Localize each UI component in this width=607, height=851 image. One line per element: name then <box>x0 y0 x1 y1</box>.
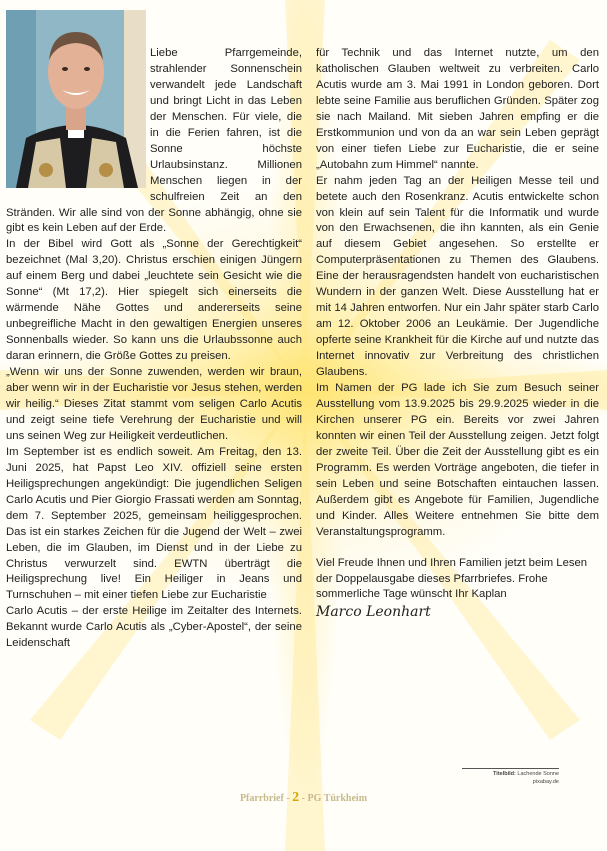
credit-label: Titelbild: <box>493 771 516 777</box>
body-paragraph: In der Bibel wird Gott als „Sonne der Gerechtigkeit“ bezeichnet (Mal 3,20). Christus erschien einigen Jüngern auf einem Berg und dabei „leuchtete sein Gesicht wie die Sonne“ (Mt 17,2). Hier spiegelt sich einerseits die wärmende Nähe Gottes und andererseits seine unbegreifliche Macht in den gewaltigen Energien unseres Sonnenballs wieder. So kann uns die Urlaubssonne auch daran erinnern, die Größe Gottes zu preisen. <box>6 238 302 363</box>
page-number: 2 <box>292 790 300 805</box>
photo-float-spacer <box>6 46 150 196</box>
body-paragraph: Im September ist es endlich soweit. Am Freitag, den 13. Juni 2025, hat Papst Leo XIV. offiziell seine ersten Heiligsprechungen angekündigt: Die jugendlichen Seligen Carlo Acutis und Pier Giorgio Frassati werden am Sonntag, dem 7. September 2025, gemeinsam heiliggesprochen. Das ist ein starkes Zeichen für die Jugend der Welt – zwei Leben, die im Glauben, im Dienst und in der Liebe zu Christus verwurzelt sind. EWTN überträgt die Heiligsprechung live! Ein Heiliger in Jeans und Turnschuhen – mit einer tiefen Liebe zur Eucharistie <box>6 445 302 602</box>
page-footer <box>0 790 607 806</box>
credit-text: Lachende Sonne <box>517 771 559 777</box>
body-paragraph: Carlo Acutis – der erste Heilige im Zeitalter des Internets. Bekannt wurde Carlo Acutis als „Cyber-Apostel“, der seine Leidenschaft <box>6 605 302 650</box>
body-paragraph: „Wenn wir uns der Sonne zuwenden, werden wir braun, aber wenn wir in der Eucharistie vor Jesus stehen, werden wir heilig.“ Dieses Zitat stammt vom seligen Carlo Acutis und zeigt seine tiefe Verehrung der Eucharistie und will uns seinen Weg zur Heiligkeit verdeutlichen. <box>6 366 302 442</box>
credit-source: pixabay.de <box>532 779 559 785</box>
right-text-column <box>316 46 599 621</box>
footer-left: Pfarrbrief - <box>239 793 293 804</box>
signature: Marco Leonhart <box>316 604 431 621</box>
body-paragraph: Er nahm jeden Tag an der Heiligen Messe teil und betete auch den Rosenkranz. Acutis entwickelte schon von klein auf sein Talent für die Informatik und wurde von den Erwachsenen, die ihn kannten, als ein Genie auf diesem Gebiet angesehen. So erstellte er Computerpräsentationen zu Themen des Glaubens. Eine der herausragendsten handelt von eucharistischen Wundern in der ganzen Welt. Diese Ausstellung hat er mit 14 Jahren entworfen. Nur ein Jahr später starb Carlo am 12. Oktober 2006 an Leukämie. Der Jugendliche opferte seine Krankheit für die Kirche auf und nutzte das Internet innovativ zur Verbreitung des christlichen Glaubens. <box>316 174 599 379</box>
left-text-column <box>6 46 302 652</box>
image-credit <box>462 768 559 786</box>
body-paragraph: für Technik und das Internet nutzte, um den katholischen Glauben weltweit zu verbreiten. Carlo Acutis wurde am 3. Mai 1991 in London geboren. Dort lebte seine Familie aus beruflichen Gründen. Später zog sie nach Mailand. Mit sieben Jahren empfing er die Erstkommunion und von da an war sein Leben geprägt von einer tiefen Liebe zur Eucharistie, die er seine „Autobahn zum Himmel“ nannte. <box>316 47 599 171</box>
intro-paragraph: Liebe Pfarrgemeinde, strahlender Sonnenschein verwandelt jede Landschaft und bringt Licht in das Leben der Menschen. Für viele, die in die Ferien fahren, ist die Sonne höchste Urlaubsinstanz. Millionen Menschen liegen in der schulfreien Zeit an den Stränden. Wir alle sind von der Sonne abhängig, ohne sie gibt es kein Leben auf der Erde. <box>6 47 302 235</box>
body-paragraph: Im Namen der PG lade ich Sie zum Besuch seiner Ausstellung vom 13.9.2025 bis 29.9.2025 wieder in die Kirchen unserer PG ein. Bereits vor zwei Jahren konnten wir einen Teil der Ausstellung zeigen. Jetzt folgt der zweite Teil. Über die Zeit der Ausstellung gibt es ein Programm. Es werden Vorträge angeboten, die tiefer in sein Leben und seine Botschaften eintauchen lassen. Außerdem gibt es Angebote für Familien, Jugendliche und Kinder. Alles Weitere entnehmen Sie bitte dem Veranstaltungsprogramm. <box>316 382 599 538</box>
closing-paragraph: Viel Freude Ihnen und Ihren Familien jetzt beim Lesen der Doppelausgabe dieses Pfarrbriefes. Frohe sommerliche Tage wünscht Ihr Kaplan <box>316 556 588 601</box>
footer-right: - PG Türkheim <box>299 793 368 804</box>
